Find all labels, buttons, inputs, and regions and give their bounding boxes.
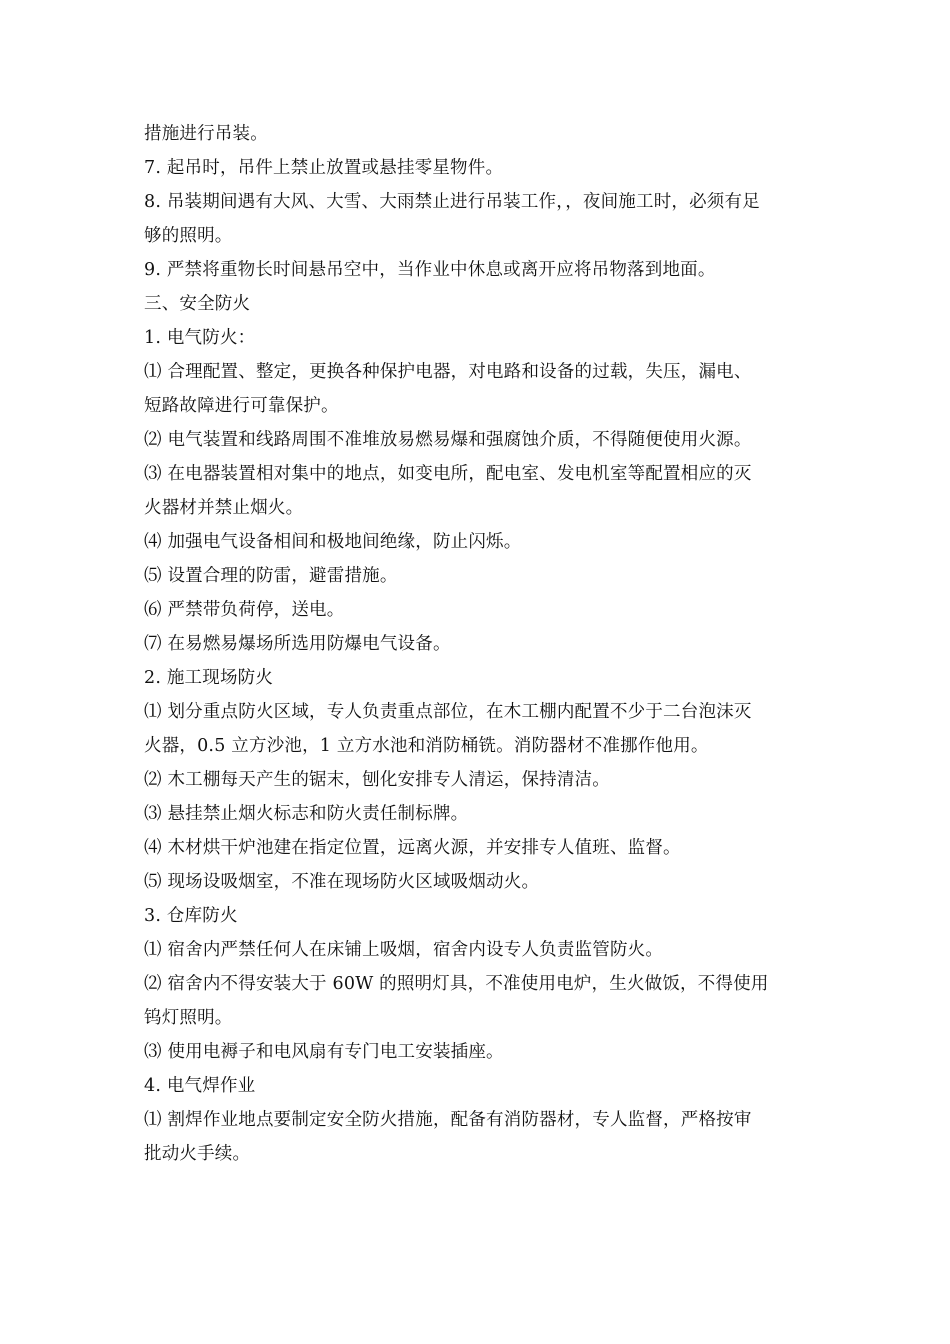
text-line: 钨灯照明。 — [144, 1008, 233, 1028]
text-line: 短路故障进行可靠保护。 — [144, 396, 339, 416]
text-line: ⑸ 设置合理的防雷，避雷措施。 — [144, 566, 398, 586]
text-line: ⑸ 现场设吸烟室，不准在现场防火区域吸烟动火。 — [144, 872, 540, 892]
document-body — [144, 117, 809, 1171]
text-line: 8. 吊装期间遇有大风、大雪、大雨禁止进行吊装工作，，夜间施工时，必须有足 — [144, 192, 760, 212]
subsection-heading: 1. 电气防火： — [144, 328, 256, 348]
text-line: ⑶ 悬挂禁止烟火标志和防火责任制标牌。 — [144, 804, 469, 824]
text-line: 措施进行吊装。 — [144, 124, 268, 144]
section-heading: 三、安全防火 — [144, 294, 251, 314]
text-line: ⑵ 电气装置和线路周围不准堆放易燃易爆和强腐蚀介质，不得随便使用火源。 — [144, 430, 752, 450]
text-line: ⑶ 使用电褥子和电风扇有专门电工安装插座。 — [144, 1042, 504, 1062]
text-line: ⑷ 加强电气设备相间和极地间绝缘，防止闪烁。 — [144, 532, 522, 552]
text-line: 9. 严禁将重物长时间悬吊空中，当作业中休息或离开应将吊物落到地面。 — [144, 260, 716, 280]
text-line: 火器，0.5 立方沙池，1 立方水池和消防桶铣。消防器材不准挪作他用。 — [144, 736, 709, 756]
subsection-heading: 2. 施工现场防火 — [144, 668, 274, 688]
subsection-heading: 3. 仓库防火 — [144, 906, 238, 926]
text-line: ⑵ 宿舍内不得安装大于 60W 的照明灯具，不准使用电炉，生火做饭，不得使用 — [144, 974, 769, 994]
text-line: 够的照明。 — [144, 226, 233, 246]
text-line: ⑺ 在易燃易爆场所选用防爆电气设备。 — [144, 634, 451, 654]
text-line: ⑶ 在电器装置相对集中的地点，如变电所，配电室、发电机室等配置相应的灭 — [144, 464, 752, 484]
subsection-heading: 4. 电气焊作业 — [144, 1076, 256, 1096]
text-line: 7. 起吊时，吊件上禁止放置或悬挂零星物件。 — [144, 158, 504, 178]
text-line: 火器材并禁止烟火。 — [144, 498, 304, 518]
text-line: ⑴ 宿舍内严禁任何人在床铺上吸烟，宿舍内设专人负责监管防火。 — [144, 940, 664, 960]
text-line: ⑷ 木材烘干炉池建在指定位置，远离火源，并安排专人值班、监督。 — [144, 838, 681, 858]
text-line: ⑵ 木工棚每天产生的锯末，刨化安排专人清运，保持清洁。 — [144, 770, 610, 790]
text-line: ⑹ 严禁带负荷停，送电。 — [144, 600, 345, 620]
text-line: ⑴ 划分重点防火区域，专人负责重点部位，在木工棚内配置不少于二台泡沫灭 — [144, 702, 752, 722]
text-line: ⑴ 割焊作业地点要制定安全防火措施，配备有消防器材，专人监督，严格按审 — [144, 1110, 752, 1130]
text-line: ⑴ 合理配置、整定，更换各种保护电器，对电路和设备的过载，失压，漏电、 — [144, 362, 752, 382]
text-line: 批动火手续。 — [144, 1144, 251, 1164]
